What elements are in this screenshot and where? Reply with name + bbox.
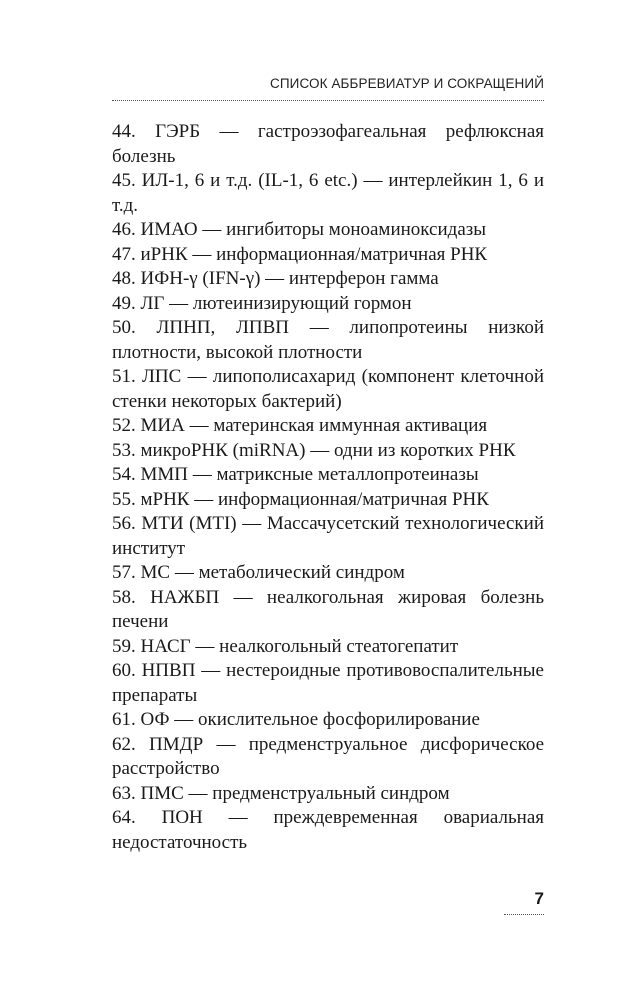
abbreviation-list bbox=[112, 120, 544, 855]
list-item: 58. НАЖБП — неалкогольная жировая болезнь печени bbox=[112, 586, 544, 632]
list-item: 54. ММП — матриксные металлопротеиназы bbox=[112, 464, 479, 485]
list-item: 60. НПВП — нестероидные противовоспалительные препараты bbox=[112, 660, 544, 706]
list-item: 50. ЛПНП, ЛПВП — липопротеины низкой плотности, высокой плотности bbox=[112, 317, 544, 363]
list-item: 57. МС — метаболический синдром bbox=[112, 562, 405, 583]
list-item: 52. МИА — материнская иммунная активация bbox=[112, 415, 488, 436]
list-item: 56. МТИ (MTI) — Массачусетский технологический институт bbox=[112, 513, 544, 559]
running-header: СПИСОК АББРЕВИАТУР И СОКРАЩЕНИЙ bbox=[270, 76, 544, 91]
list-item: 62. ПМДР — предменструальное дисфорическое расстройство bbox=[112, 733, 544, 779]
list-item: 46. ИМАО — ингибиторы моноаминоксидазы bbox=[112, 219, 487, 240]
list-item: 55. мРНК — информационная/матричная РНК bbox=[112, 488, 489, 510]
header-divider bbox=[112, 100, 544, 101]
list-item: 63. ПМС — предменструальный синдром bbox=[112, 782, 450, 804]
page-number: 7 bbox=[534, 889, 544, 908]
list-item: 61. ОФ — окислительное фосфорилирование bbox=[112, 709, 480, 730]
list-item: 44. ГЭРБ — гастроэзофагеальная рефлюксная болезнь bbox=[112, 121, 544, 167]
list-item: 47. иРНК — информационная/матричная РНК bbox=[112, 243, 488, 265]
list-item: 51. ЛПС — липополисахарид (компонент клеточной стенки некоторых бактерий) bbox=[112, 366, 544, 412]
list-item: 49. ЛГ — лютеинизирующий гормон bbox=[112, 292, 412, 314]
list-item: 53. микроРНК (miRNA) — одни из коротких РНК bbox=[112, 439, 516, 461]
footer-divider bbox=[504, 914, 544, 915]
list-item: 64. ПОН — преждевременная овариальная недостаточность bbox=[112, 807, 544, 853]
list-item: 45. ИЛ-1, 6 и т.д. (IL-1, 6 etc.) — интерлейкин 1, 6 и т.д. bbox=[112, 170, 544, 216]
list-item: 59. НАСГ — неалкогольный стеатогепатит bbox=[112, 635, 459, 657]
list-item: 48. ИФН-γ (IFN-γ) — интерферон гамма bbox=[112, 268, 439, 289]
